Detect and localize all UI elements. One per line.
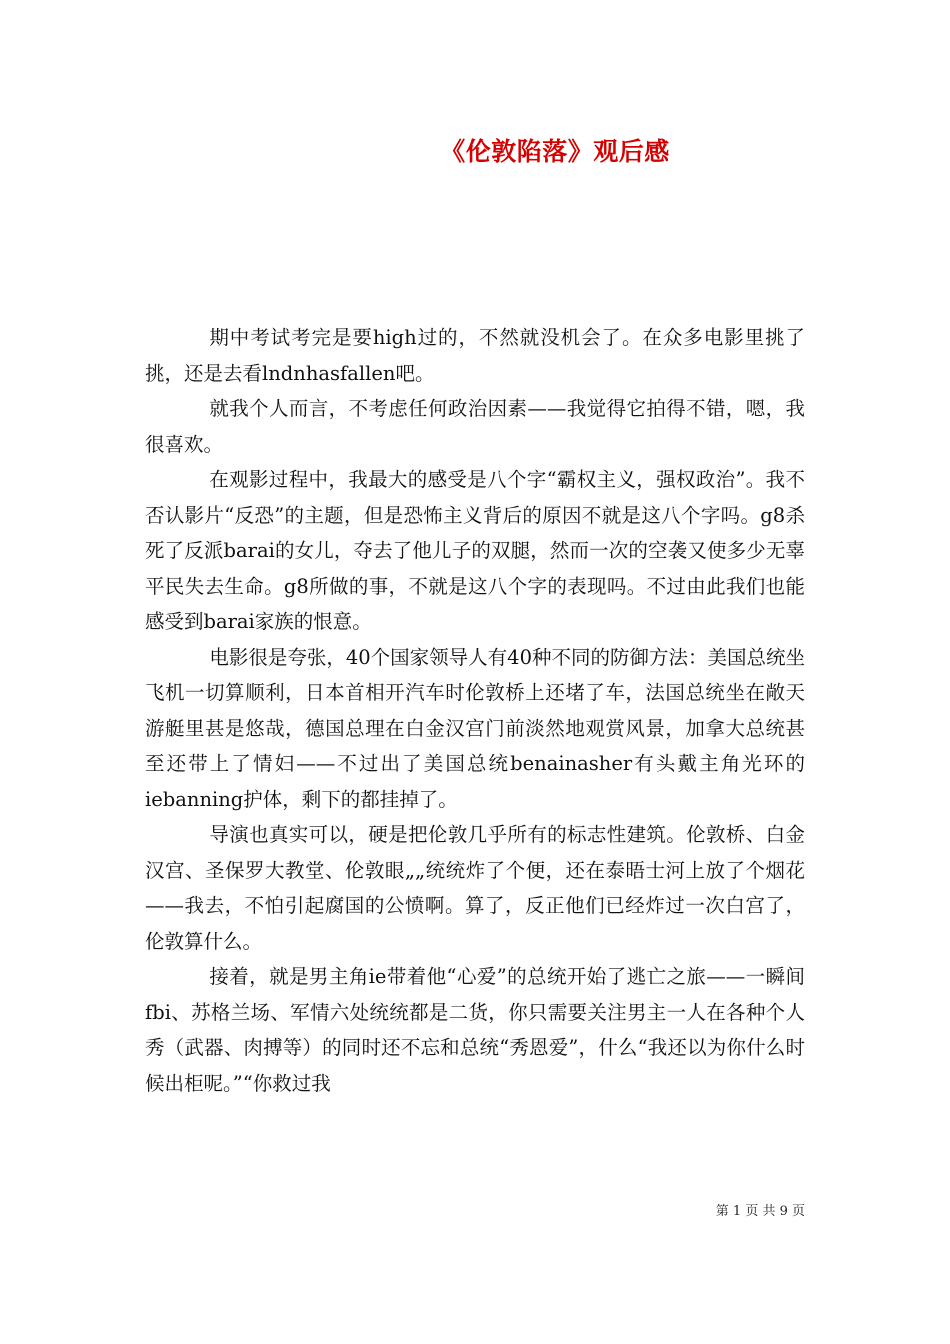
paragraph: 导演也真实可以，硬是把伦敦几乎所有的标志性建筑。伦敦桥、白金汉宫、圣保罗大教堂、伦敦眼„„统统炸了个便，还在泰晤士河上放了个烟花——我去，不怕引起腐国的公愤啊。算了，反正他们已经炸过一次白宫了，伦敦算什么。 bbox=[145, 823, 805, 953]
page-number: 第 1 页 共 9 页 bbox=[715, 1204, 805, 1219]
page-title: 《伦敦陷落》观后感 bbox=[440, 137, 670, 166]
body-text bbox=[145, 320, 805, 1101]
paragraph: 就我个人而言，不考虑任何政治因素——我觉得它拍得不错，嗯，我很喜欢。 bbox=[145, 397, 805, 456]
paragraph: 接着，就是男主角ie带着他“心爱”的总统开始了逃亡之旅——一瞬间fbi、苏格兰场、军情六处统统都是二货，你只需要关注男主一人在各种个人秀（武器、肉搏等）的同时还不忘和总统“秀恩爱”，什么“我还以为你什么时候出柜呢。”“你救过我 bbox=[145, 965, 805, 1095]
paragraph: 在观影过程中，我最大的感受是八个字“霸权主义，强权政治”。我不否认影片“反恐”的主题，但是恐怖主义背后的原因不就是这八个字吗。g8杀死了反派barai的女儿，夺去了他儿子的双腿，然而一次的空袭又使多少无辜平民失去生命。g8所做的事，不就是这八个字的表现吗。不过由此我们也能感受到barai家族的恨意。 bbox=[145, 468, 805, 633]
paragraph: 电影很是夸张，40个国家领导人有40种不同的防御方法：美国总统坐飞机一切算顺利，日本首相开汽车时伦敦桥上还堵了车，法国总统坐在敞天游艇里甚是悠哉，德国总理在白金汉宫门前淡然地观赏风景，加拿大总统甚至还带上了情妇——不过出了美国总统benainasher有头戴主角光环的iebanning护体，剩下的都挂掉了。 bbox=[145, 645, 805, 811]
paragraph: 期中考试考完是要high过的，不然就没机会了。在众多电影里挑了挑，还是去看lndnhasfallen吧。 bbox=[145, 326, 805, 385]
